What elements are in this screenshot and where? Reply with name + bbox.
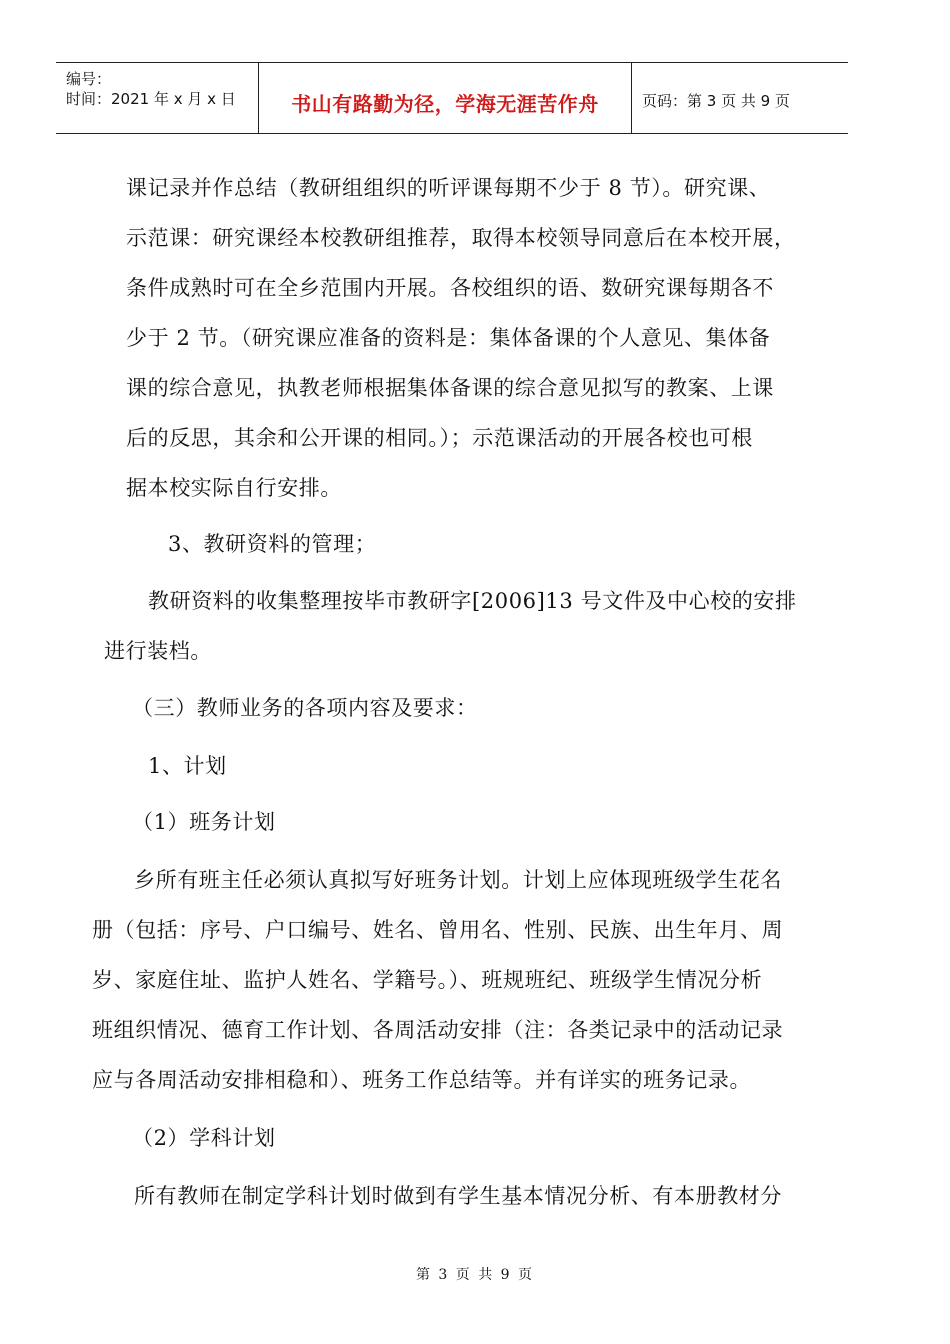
body-line: 岁、家庭住址、监护人姓名、学籍号。）、班规班纪、班级学生情况分析 bbox=[92, 968, 763, 992]
body-line: 课的综合意见，执教老师根据集体备课的综合意见拟写的教案、上课 bbox=[126, 376, 774, 400]
body-line: 册（包括：序号、户口编号、姓名、曾用名、性别、民族、出生年月、周 bbox=[92, 918, 784, 942]
header-page-cell bbox=[632, 63, 848, 133]
body-line: 教研资料的收集整理按毕市教研字[2006]13 号文件及中心校的安排 bbox=[148, 589, 797, 613]
body-line: 少于 2 节。（研究课应准备的资料是：集体备课的个人意见、集体备 bbox=[126, 326, 771, 350]
page-code-label: 页码：第 3 页 共 9 页 bbox=[642, 92, 790, 110]
section-heading: （三）教师业务的各项内容及要求： bbox=[132, 696, 478, 720]
body-line: 课记录并作总结（教研组组织的听评课每期不少于 8 节）。研究课、 bbox=[126, 176, 771, 200]
body-line: 条件成熟时可在全乡范围内开展。各校组织的语、数研究课每期各不 bbox=[126, 276, 774, 300]
body-line: 乡所有班主任必须认真拟写好班务计划。计划上应体现班级学生花名 bbox=[134, 868, 782, 892]
section-heading: 3、教研资料的管理； bbox=[168, 532, 377, 556]
date-label: 时间：2021 年 x 月 x 日 bbox=[66, 90, 236, 108]
body-line: 据本校实际自行安排。 bbox=[126, 476, 342, 500]
body-line: 班组织情况、德育工作计划、各周活动安排（注：各类记录中的活动记录 bbox=[92, 1018, 784, 1042]
document-header bbox=[56, 62, 848, 134]
body-line: 示范课：研究课经本校教研组推荐，取得本校领导同意后在本校开展， bbox=[126, 226, 796, 250]
serial-number-label: 编号： bbox=[66, 70, 112, 88]
motto-text: 书山有路勤为径，学海无涯苦作舟 bbox=[291, 92, 599, 116]
page-footer: 第 3 页 共 9 页 bbox=[415, 1267, 535, 1283]
section-heading: （1）班务计划 bbox=[132, 810, 276, 834]
body-line: 进行装档。 bbox=[104, 639, 212, 663]
header-meta-cell bbox=[56, 63, 258, 133]
body-line: 应与各周活动安排相稳和）、班务工作总结等。并有详实的班务记录。 bbox=[92, 1068, 752, 1092]
body-line: 后的反思，其余和公开课的相同。）；示范课活动的开展各校也可根 bbox=[126, 426, 753, 450]
section-heading: 1、计划 bbox=[148, 754, 227, 778]
section-heading: （2）学科计划 bbox=[132, 1126, 276, 1150]
header-motto-cell bbox=[258, 63, 632, 133]
body-line: 所有教师在制定学科计划时做到有学生基本情况分析、有本册教材分 bbox=[134, 1184, 782, 1208]
